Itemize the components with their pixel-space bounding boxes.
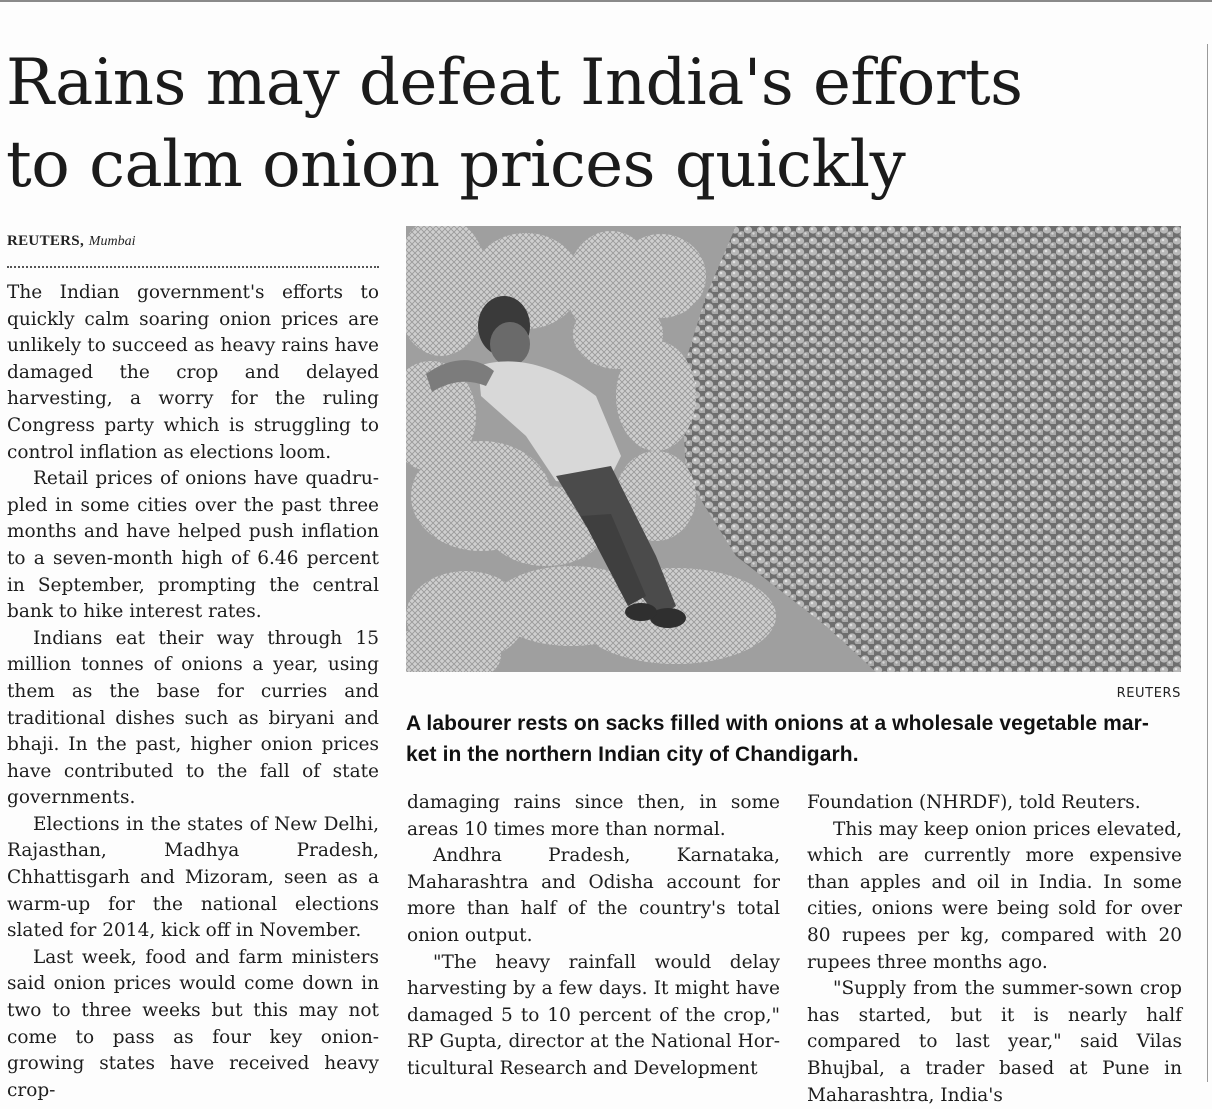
article-paragraph: Retail prices of onions have quadrupled in some cities over the past three months and have helped push inflation to a seven-month high of 6.46 percent in September, prompting the central bank to hike interest rates. (7, 468, 379, 623)
byline (7, 231, 135, 250)
column-divider (1207, 44, 1208, 1082)
news-photo (406, 226, 1181, 672)
article-paragraph: Elections in the states of New Delhi, Rajasthan, Madhya Pradesh, Chhattisgarh and Mizoram, seen as a warm-up for the national elections slated for 2014, kick off in November. (7, 813, 379, 942)
article-paragraph: Foundation (NHRDF), told Reuters. (807, 792, 1141, 813)
byline-agency: REUTERS, (7, 233, 85, 249)
headline-line-1: Rains may defeat India's efforts (6, 46, 1023, 120)
article-paragraph: Last week, food and farm ministers said onion prices would come down in two to three weeks but this may not come to pass as four key onion-growing states have received heavy crop- (7, 946, 379, 1101)
article-paragraph: This may keep onion prices elevated, which are currently more expensive than apples and oil in India. In some cities, onions were being sold for over 80 rupees per kg, compared with 20 rupees three months ago. (807, 818, 1182, 973)
photo-credit: REUTERS (1116, 686, 1181, 701)
article-paragraph: Andhra Pradesh, Karnataka, Maharashtra and Odisha account for more than half of the country's total onion output. (407, 845, 780, 946)
headline-line-2: to calm onion prices quickly (6, 128, 906, 202)
article-column-2 (407, 790, 780, 1083)
photo-caption-line-1: A labourer rests on sacks filled with onions at a wholesale vegetable mar- (406, 712, 1150, 735)
article-paragraph: Indians eat their way through 15 million tonnes of onions a year, using them as the base for curries and traditional dishes such as biryani and bhaji. In the past, higher onion prices have contributed to the fall of state governments. (7, 627, 379, 809)
photo-caption (406, 708, 1181, 770)
byline-location: Mumbai (88, 234, 136, 249)
photo-caption-line-2: ket in the northern Indian city of Chandigarh. (406, 743, 859, 766)
article-paragraph: damaging rains since then, in some areas 10 times more than normal. (407, 792, 780, 840)
article-paragraph: "The heavy rainfall would delay harvesting by a few days. It might have damaged 5 to 10 percent of the crop," RP Gupta, director at the National Horticultural Research and Development (407, 951, 780, 1079)
byline-dotted-rule (7, 266, 379, 268)
article-paragraph: The Indian government's efforts to quickly calm soaring onion prices are unlikely to succeed as heavy rains have damaged the crop and delayed harvesting, a worry for the ruling Congress party which is struggling to control inflation as elections loom. (7, 282, 379, 463)
article-column-3 (807, 790, 1182, 1109)
top-rule (0, 0, 1212, 2)
article-paragraph: "Supply from the summer-sown crop has started, but it is nearly half compared to last year," said Vilas Bhujbal, a trader based at Pune in Maharashtra, India's (807, 978, 1182, 1106)
headline (6, 42, 1201, 206)
labourer-on-onion-sacks-photo (406, 226, 1181, 672)
article-column-1 (7, 280, 379, 1104)
